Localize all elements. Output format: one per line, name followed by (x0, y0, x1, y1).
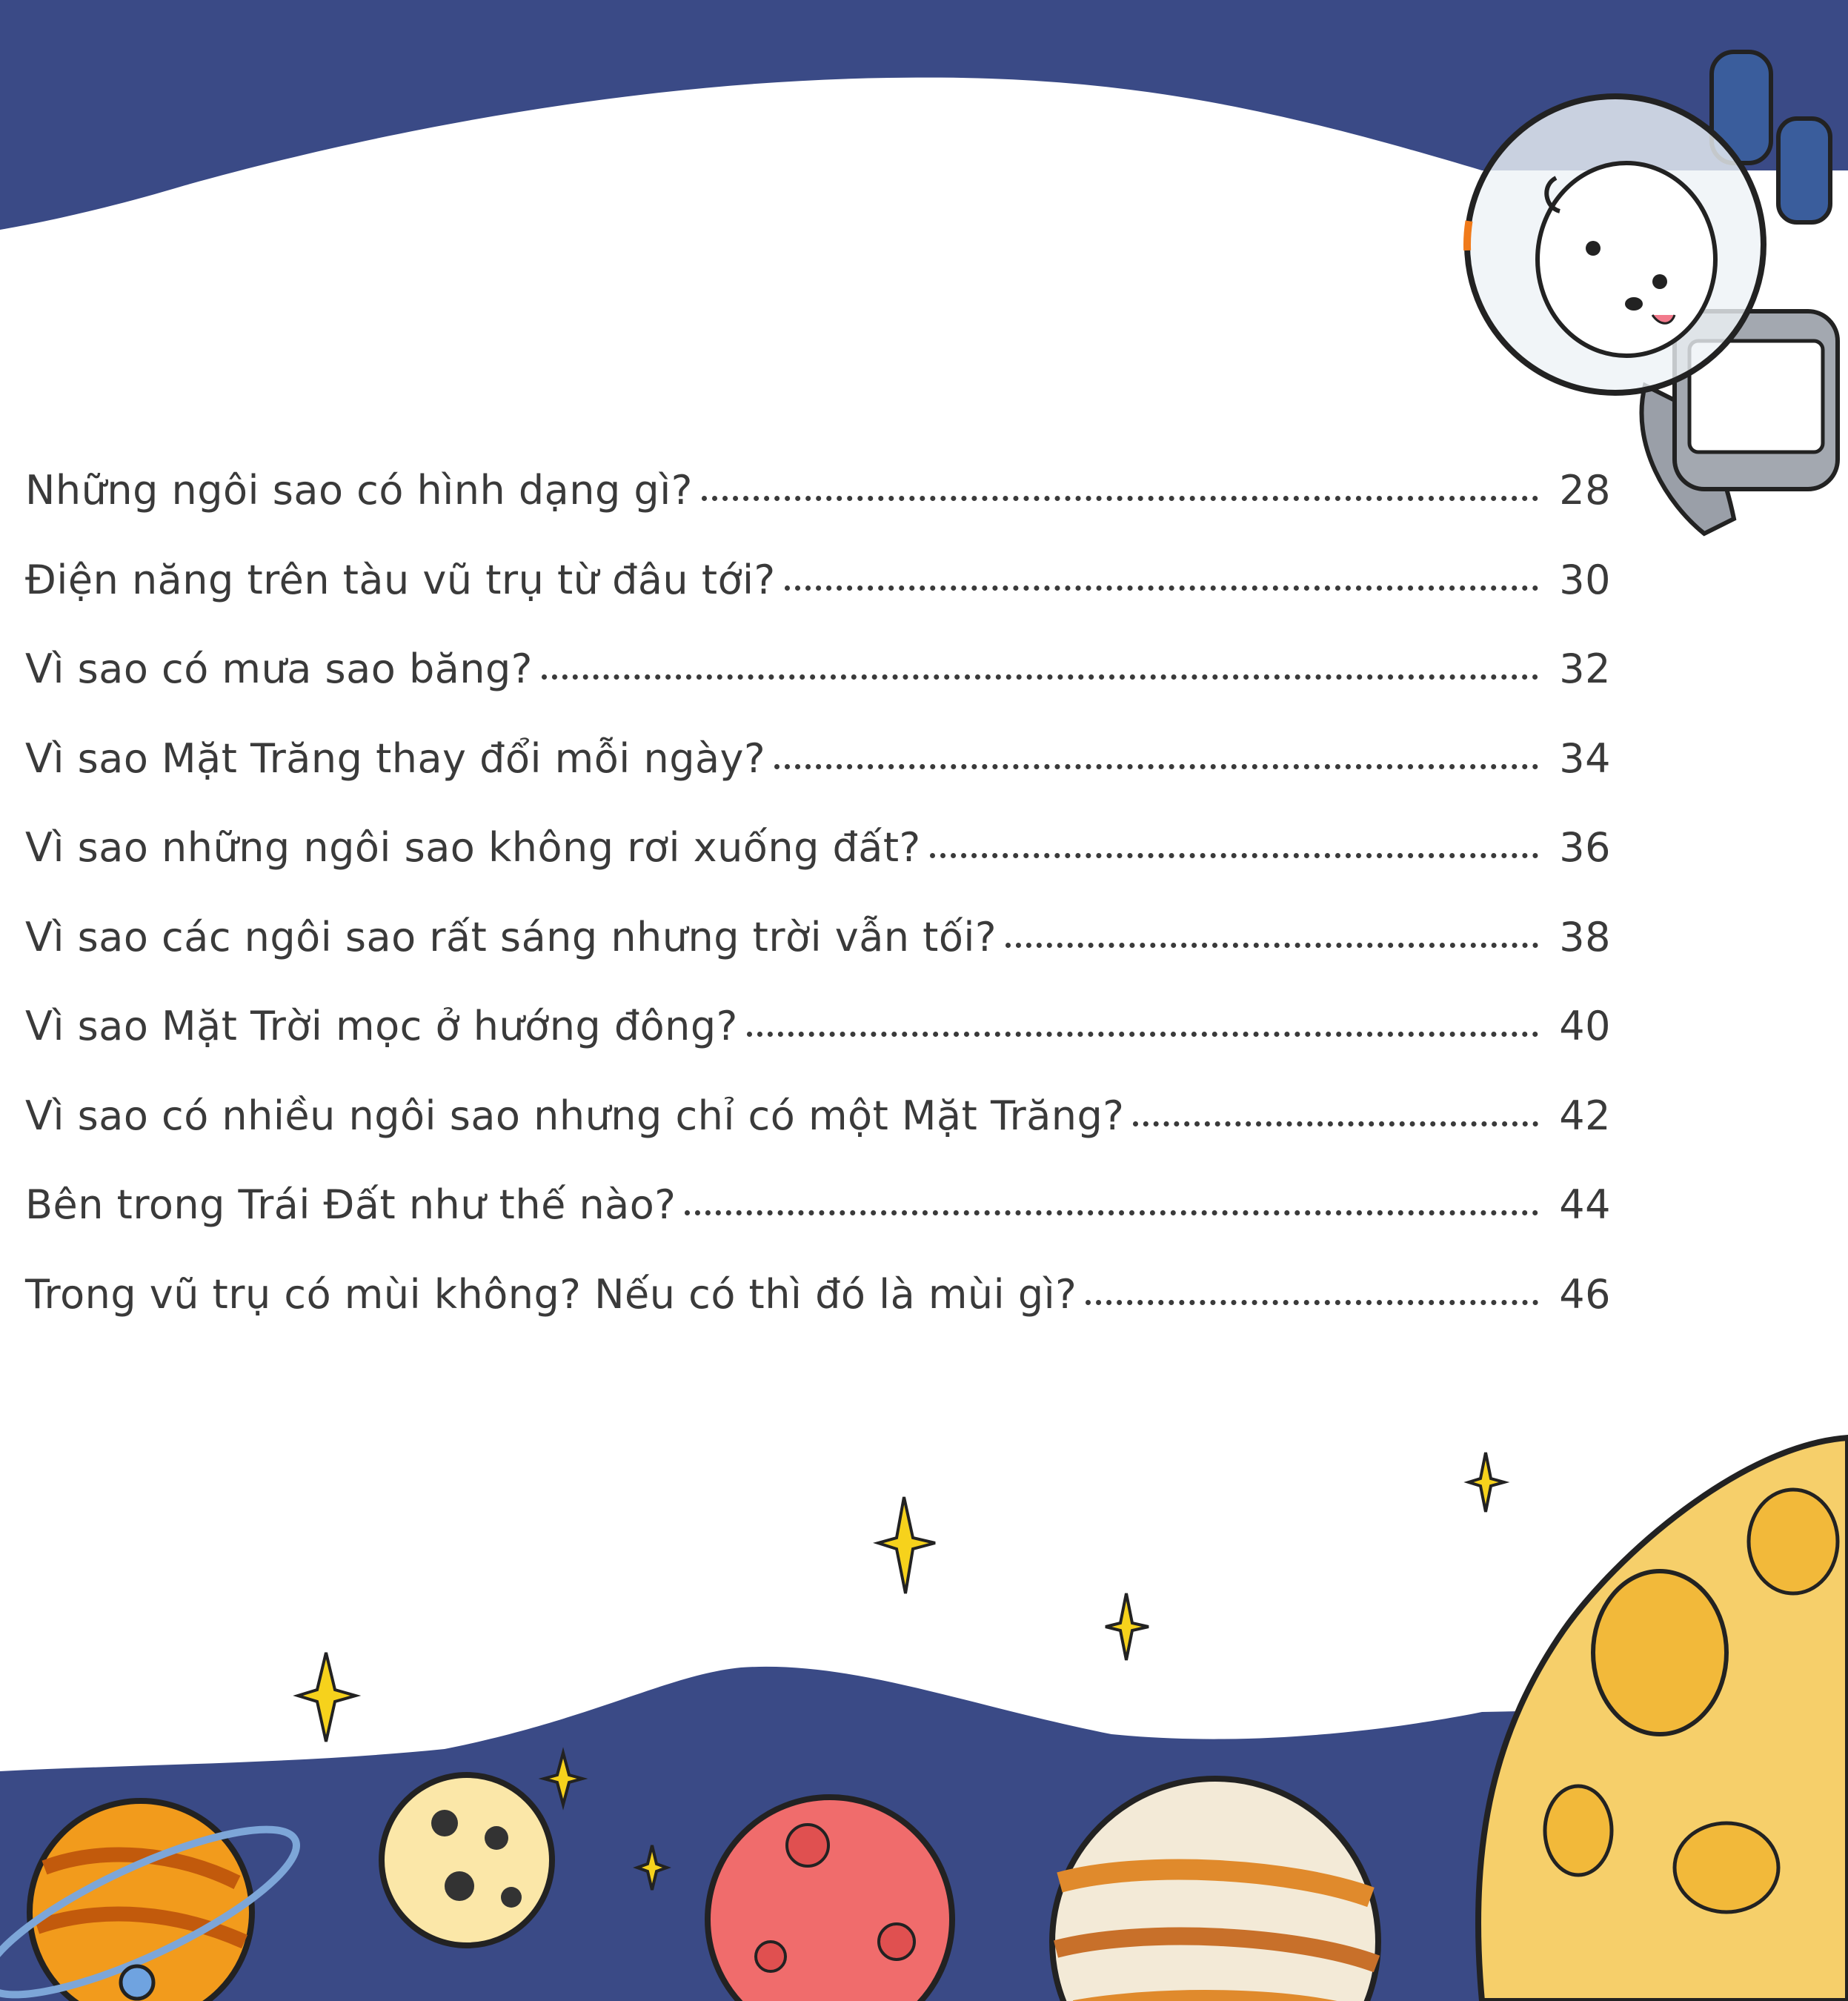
toc-entry[interactable] (25, 557, 1611, 646)
cream-moon-planet-illustration (382, 1775, 552, 1945)
toc-entry[interactable] (25, 824, 1611, 914)
dot-leader (930, 853, 1538, 858)
toc-entry-title: Điện năng trên tàu vũ trụ từ đâu tới? (25, 556, 776, 603)
toc-entry-page: 30 (1559, 556, 1611, 603)
toc-entry-title: Vì sao Mặt Trời mọc ở hướng đông? (25, 1003, 738, 1049)
toc-entry[interactable] (25, 735, 1611, 825)
toc-entry-page: 34 (1559, 734, 1611, 782)
toc-entry-title: Vì sao các ngôi sao rất sáng nhưng trời vẫn tối? (25, 913, 997, 960)
toc-entry-page: 38 (1559, 913, 1611, 960)
toc-entry-page: 40 (1559, 1003, 1611, 1049)
toc-entry[interactable] (25, 1092, 1611, 1182)
toc-entry-page: 44 (1559, 1181, 1611, 1228)
toc-entry-title: Vì sao có mưa sao băng? (25, 646, 533, 692)
toc-entry-page: 32 (1559, 646, 1611, 692)
dot-leader (1006, 943, 1538, 948)
dot-leader (1133, 1121, 1538, 1126)
dot-leader (747, 1032, 1538, 1037)
toc-entry[interactable] (25, 1181, 1611, 1271)
toc-entry-title: Những ngôi sao có hình dạng gì? (25, 467, 693, 514)
dot-leader (774, 764, 1538, 769)
toc-entry[interactable] (25, 646, 1611, 735)
toc-entry-page: 36 (1559, 824, 1611, 871)
dot-leader (702, 496, 1538, 501)
toc-entry-page: 42 (1559, 1092, 1611, 1139)
dot-leader (1086, 1300, 1538, 1305)
toc-entry[interactable] (25, 1003, 1611, 1092)
toc-entry-page: 28 (1559, 467, 1611, 514)
toc-entry[interactable] (25, 1271, 1611, 1361)
table-of-contents (25, 467, 1611, 1360)
toc-entry-title: Bên trong Trái Đất như thế nào? (25, 1181, 677, 1228)
toc-entry-title: Vì sao những ngôi sao không rơi xuống đất? (25, 824, 921, 871)
toc-entry-title: Vì sao Mặt Trăng thay đổi mỗi ngày? (25, 734, 766, 782)
toc-entry[interactable] (25, 467, 1611, 557)
toc-entry-page: 46 (1559, 1270, 1611, 1318)
dot-leader (785, 585, 1538, 591)
toc-entry-title: Vì sao có nhiều ngôi sao nhưng chỉ có một Mặt Trăng? (25, 1092, 1125, 1139)
toc-entry-title: Trong vũ trụ có mùi không? Nếu có thì đó là mùi gì? (25, 1270, 1077, 1318)
dot-leader (542, 674, 1538, 680)
toc-entry[interactable] (25, 914, 1611, 1003)
yellow-moon-illustration (1478, 1438, 1848, 2001)
dot-leader (685, 1210, 1538, 1215)
